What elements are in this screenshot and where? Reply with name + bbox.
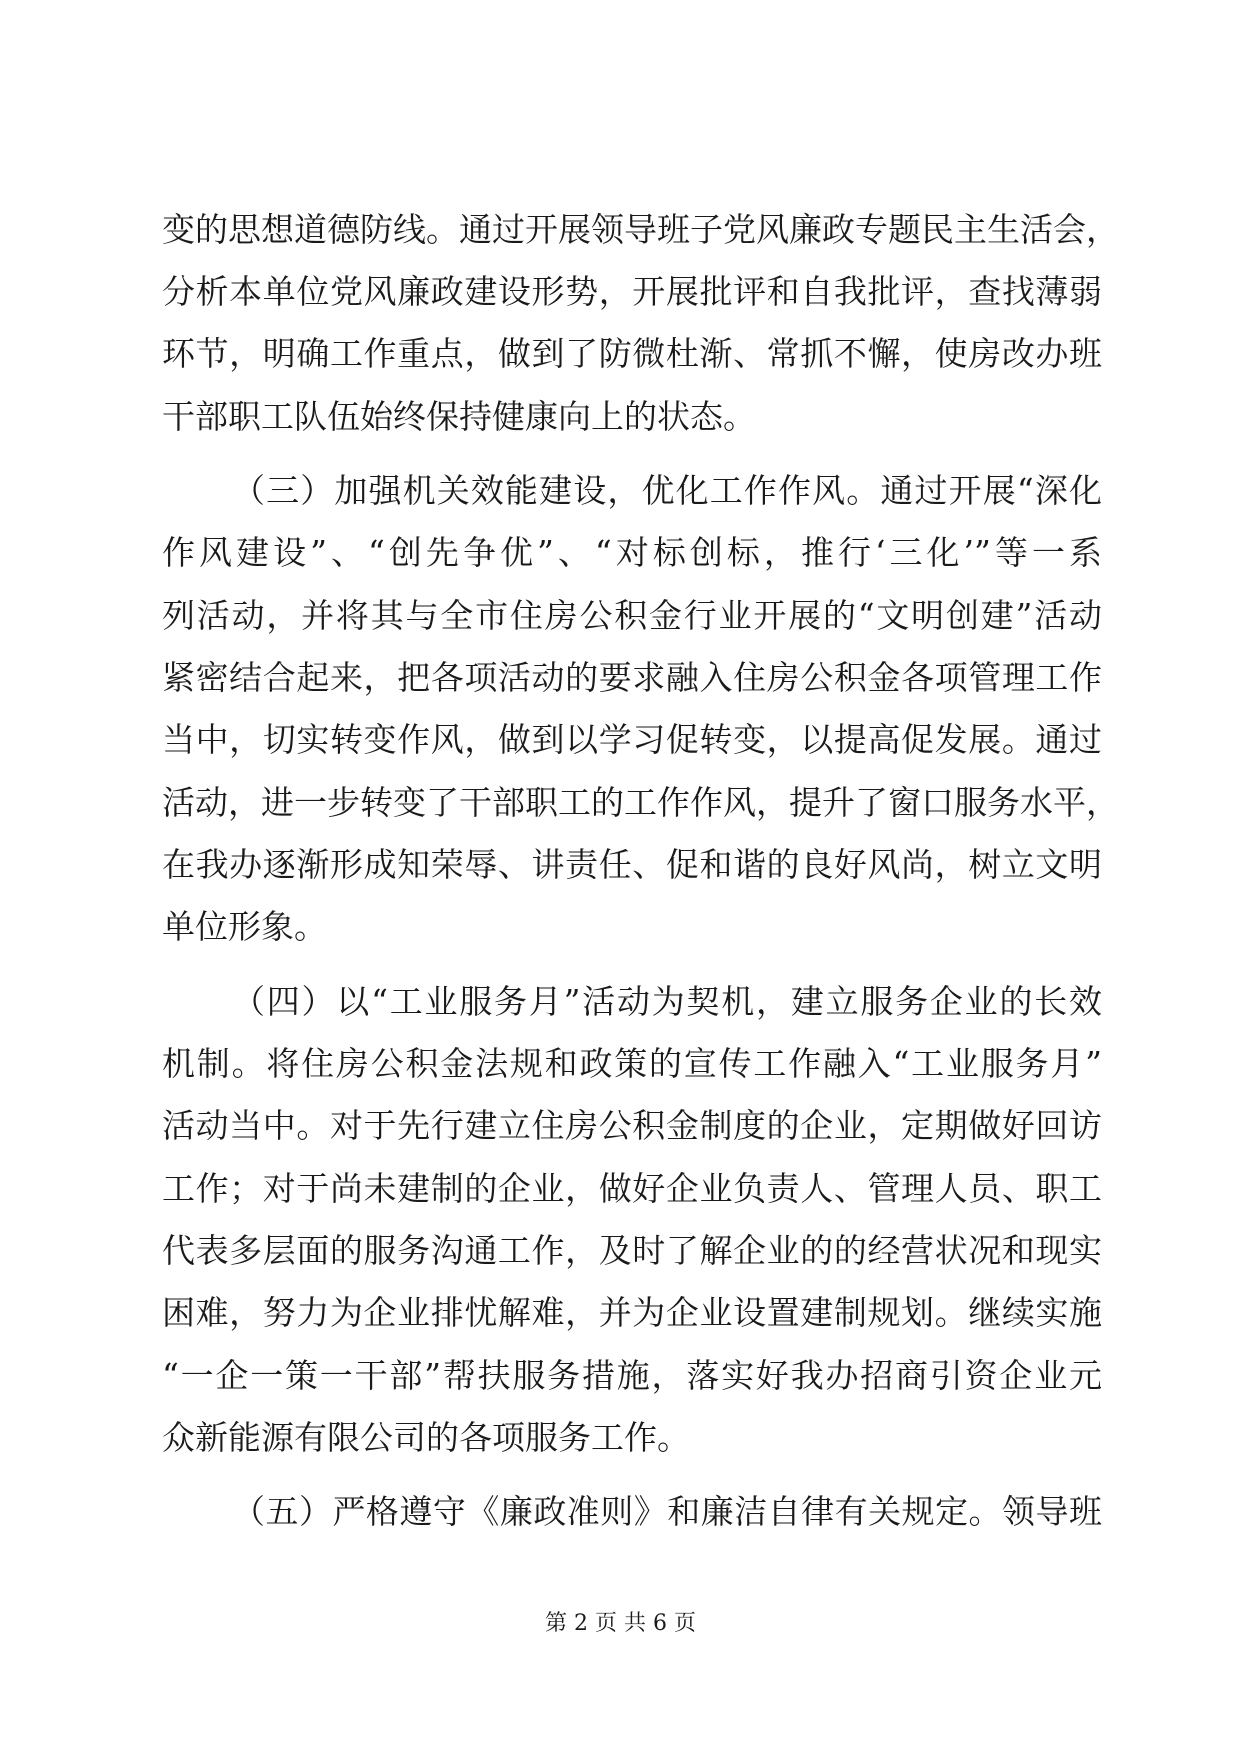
text-line: 变的思想道德防线。通过开展领导班子党风廉政专题民主生活会， xyxy=(162,210,1119,249)
text-line: 分析本单位党风廉政建设形势，开展批评和自我批评，查找薄弱 xyxy=(162,272,1102,311)
text-line: 机制。将住房公积金法规和政策的宣传工作融入“工业服务月” xyxy=(162,1044,1102,1083)
page-number-footer: 第 2 页 共 6 页 xyxy=(545,1611,696,1636)
text-line: 环节，明确工作重点，做到了防微杜渐、常抓不懈，使房改办班 xyxy=(162,334,1102,373)
text-line: 当中，切实转变作风，做到以学习促转变，以提高促发展。通过 xyxy=(162,720,1102,759)
section-heading-line: （五）严格遵守《廉政准则》和廉洁自律有关规定。领导班 xyxy=(232,1492,1102,1531)
text-line: 众新能源有限公司的各项服务工作。 xyxy=(162,1418,690,1457)
text-line: 作风建设”、“创先争优”、“对标创标，推行‘三化’”等一系 xyxy=(162,533,1102,572)
text-line: “一企一策一干部”帮扶服务措施，落实好我办招商引资企业元 xyxy=(162,1356,1102,1395)
text-line: 活动，进一步转变了干部职工的工作作风，提升了窗口服务水平， xyxy=(162,783,1119,822)
text-line: 单位形象。 xyxy=(162,907,327,946)
text-line: 工作；对于尚未建制的企业，做好企业负责人、管理人员、职工 xyxy=(162,1169,1102,1208)
text-line: 活动当中。对于先行建立住房公积金制度的企业，定期做好回访 xyxy=(162,1106,1102,1145)
text-line: 干部职工队伍始终保持健康向上的状态。 xyxy=(162,397,756,436)
text-line: 在我办逐渐形成知荣辱、讲责任、促和谐的良好风尚，树立文明 xyxy=(162,845,1102,884)
section-heading-line: （四）以“工业服务月”活动为契机，建立服务企业的长效 xyxy=(232,982,1102,1021)
section-heading-line: （三）加强机关效能建设，优化工作作风。通过开展“深化 xyxy=(232,471,1102,510)
text-line: 紧密结合起来，把各项活动的要求融入住房公积金各项管理工作 xyxy=(162,658,1102,697)
text-line: 列活动，并将其与全市住房公积金行业开展的“文明创建”活动 xyxy=(162,596,1102,635)
text-line: 困难，努力为企业排忧解难，并为企业设置建制规划。继续实施 xyxy=(162,1293,1102,1332)
text-line: 代表多层面的服务沟通工作，及时了解企业的的经营状况和现实 xyxy=(162,1231,1102,1270)
